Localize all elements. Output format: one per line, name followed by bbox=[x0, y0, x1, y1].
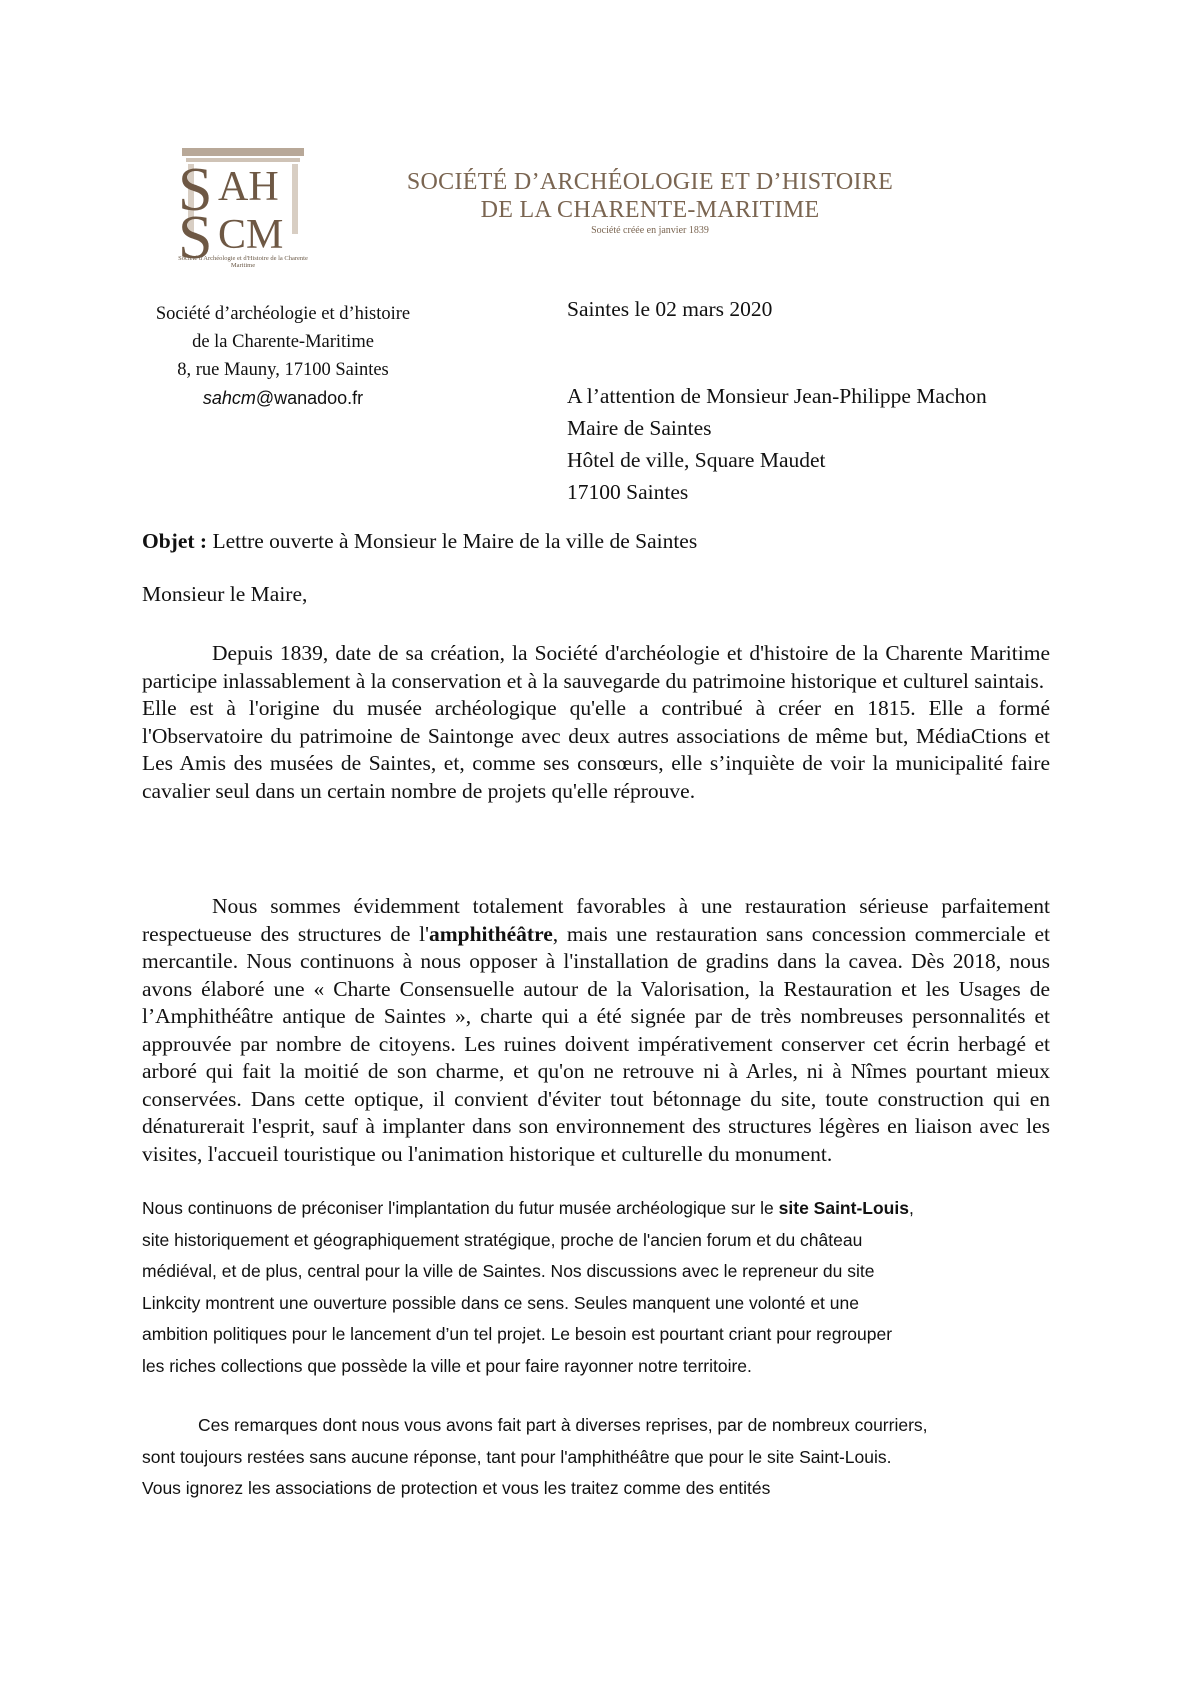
subject-text: Lettre ouverte à Monsieur le Maire de la ville de Saintes bbox=[207, 529, 698, 553]
recipient-address bbox=[567, 380, 987, 508]
body-paragraph-3 bbox=[142, 1193, 1062, 1382]
body-paragraph-4 bbox=[142, 1410, 1062, 1505]
sender-line-1: Société d’archéologie et d’histoire bbox=[155, 304, 411, 324]
letter-date: Saintes le 02 mars 2020 bbox=[567, 297, 773, 321]
paragraph-4-line-1: Ces remarques dont nous vous avons fait part à diverses reprises, par de nombreux courriers, bbox=[198, 1415, 928, 1435]
paragraph-3-bold: site Saint-Louis bbox=[778, 1198, 909, 1218]
salutation: Monsieur le Maire, bbox=[142, 582, 308, 606]
sender-line-3: 8, rue Mauny, 17100 Saintes bbox=[177, 360, 389, 380]
svg-text:S: S bbox=[178, 156, 213, 224]
logo-caption: Société d'Archéologie et d'Histoire de la Charente Maritime bbox=[178, 255, 308, 269]
paragraph-3-line-5: ambition politiques pour le lancement d’un tel projet. Le besoin est pourtant criant pour regrouper bbox=[142, 1324, 893, 1344]
society-logo bbox=[178, 148, 308, 268]
paragraph-4-line-3: Vous ignorez les associations de protection et vous les traitez comme des entités bbox=[142, 1478, 771, 1498]
letterhead-line-1: SOCIÉTÉ D’ARCHÉOLOGIE ET D’HISTOIRE bbox=[406, 169, 894, 195]
svg-text:AH: AH bbox=[218, 164, 279, 210]
paragraph-2-start: Nous sommes évidemment totalement favorables à une restauration sérieuse parfaitement respectueuse des structures de l' bbox=[142, 894, 1050, 946]
body-paragraph-2 bbox=[142, 893, 1050, 1168]
paragraph-3-line-4: Linkcity montrent une ouverture possible dans ce sens. Seules manquent une volonté et une bbox=[142, 1292, 859, 1313]
recipient-line-1: A l’attention de Monsieur Jean-Philippe Machon bbox=[567, 384, 987, 408]
paragraph-2-bold: amphithéâtre bbox=[428, 921, 553, 946]
recipient-line-3: Hôtel de ville, Square Maudet bbox=[567, 448, 826, 472]
letter-subject bbox=[142, 529, 697, 554]
svg-text:CM: CM bbox=[218, 212, 284, 258]
svg-text:S: S bbox=[178, 204, 213, 268]
paragraph-3-line-6: les riches collections que possède la ville et pour faire rayonner notre territoire. bbox=[142, 1355, 752, 1376]
email-user: sahcm bbox=[202, 388, 256, 408]
sender-address bbox=[118, 300, 448, 412]
paragraph-3-line-2: site historiquement et géographiquement stratégique, proche de l'ancien forum et du château bbox=[142, 1229, 863, 1250]
paragraph-3-line-1: Nous continuons de préconiser l'implantation du futur musée archéologique sur le site Saint-Louis, bbox=[142, 1198, 914, 1218]
paragraph-1a: Depuis 1839, date de sa création, la Société d'archéologie et d'histoire de la Charente Maritime participe inlassablement à la conservation et à la sauvegarde du patrimoine historique et culturel saintais. bbox=[142, 641, 1050, 693]
email-domain: @wanadoo.fr bbox=[255, 388, 364, 408]
recipient-line-4: 17100 Saintes bbox=[567, 480, 689, 504]
paragraph-4-line-2: sont toujours restées sans aucune réponse, tant pour l'amphithéâtre que pour le site Saint-Louis. bbox=[142, 1446, 892, 1467]
sender-line-2: de la Charente-Maritime bbox=[192, 332, 374, 352]
paragraph-2-end: , mais une restauration sans concession commerciale et mercantile. Nous continuons à nous opposer à l'installation de gradins dans la cavea. Dès 2018, nous avons élaboré une « Charte Consensuelle autour de la Valorisation, la Restauration et les Usages de l’Amphithéâtre antique de Saintes », charte qui a été signée par de très nombreuses personnalités et approuvée par nombre de citoyens. Les ruines doivent impérativement conserver cet écrin herbagé et arboré qui fait la moitié de son charme, et qu'on ne retrouve ni à Arles, ni à Nîmes pourtant mieux conservées. Dans cette optique, il convient d'éviter tout bétonnage du site, toute construction qui en dénaturerait l'esprit, sauf à implanter dans son environnement des structures légères en liaison avec les visites, l'accueil touristique ou l'animation historique et culturelle du monument. bbox=[142, 921, 1051, 1166]
body-paragraph-1 bbox=[142, 640, 1050, 805]
paragraph-3-line-3: médiéval, et de plus, central pour la ville de Saintes. Nos discussions avec le repreneur du site bbox=[142, 1261, 875, 1281]
letterhead-title bbox=[370, 168, 930, 224]
letterhead-line-2: DE LA CHARENTE-MARITIME bbox=[480, 197, 820, 223]
subject-label: Objet : bbox=[142, 529, 208, 553]
paragraph-1b: Elle est à l'origine du musée archéologique qu'elle a contribué à créer en 1815. Elle a formé l'Observatoire du patrimoine de Saintonge avec deux autres associations de même but, MédiaCtions et Les Amis des musées de Saintes, et, comme ses consœurs, elle s’inquiète de voir la municipalité faire cavalier seul dans un certain nombre de projets qu'elle réprouve. bbox=[142, 696, 1050, 803]
recipient-line-2: Maire de Saintes bbox=[567, 416, 712, 440]
sender-email[interactable] bbox=[118, 384, 448, 412]
letterhead-founded: Société créée en janvier 1839 bbox=[591, 225, 709, 236]
